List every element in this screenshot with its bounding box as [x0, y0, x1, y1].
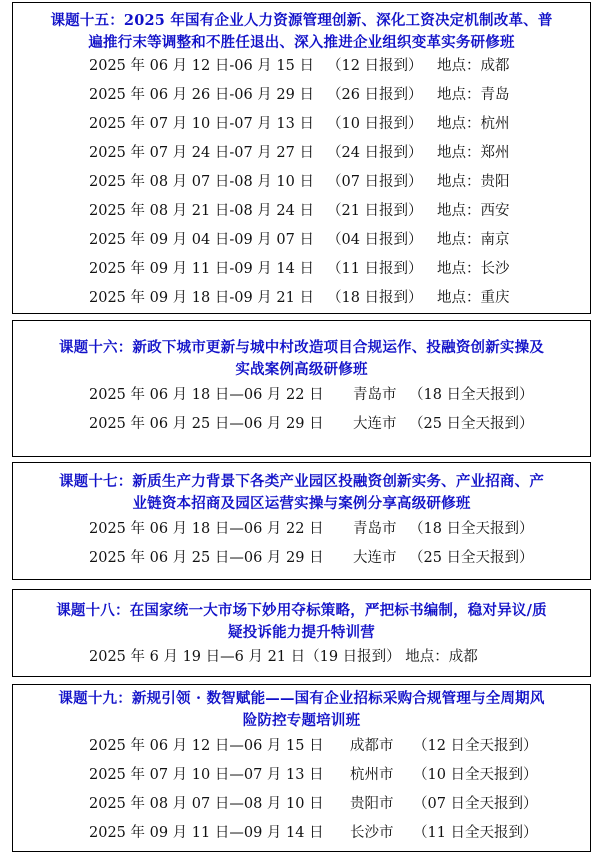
session-row [13, 52, 590, 81]
session-row [13, 381, 590, 410]
session-report: （18 日全天报到） [409, 387, 534, 403]
course-17-sessions [13, 515, 590, 573]
session-date: 2025 年 06 月 26 日-06 月 29 日 [89, 87, 314, 103]
session-city: 大连市 [353, 416, 397, 432]
session-report: （07 日报到） [327, 174, 423, 190]
session-date: 2025 年 06 月 18 日—06 月 22 日 [89, 387, 324, 403]
session-row [13, 226, 590, 255]
session-city: 长沙市 [350, 825, 394, 841]
session-date: 2025 年 07 月 24 日-07 月 27 日 [89, 145, 314, 161]
session-place: 地点：长沙 [437, 261, 510, 277]
session-report: （12 日报到） [327, 58, 423, 74]
session-city: 青岛市 [353, 387, 397, 403]
course-17-title [13, 463, 590, 515]
session-date: 2025 年 06 月 18 日—06 月 22 日 [89, 521, 324, 537]
session-place: 地点：重庆 [437, 290, 510, 306]
session-date: 2025 年 08 月 07 日-08 月 10 日 [89, 174, 314, 190]
course-18-title [13, 590, 590, 644]
session-report: （24 日报到） [327, 145, 423, 161]
course-16-title [13, 321, 590, 381]
session-report: （12 日全天报到） [413, 738, 538, 754]
session-text: 2025 年 6 月 19 日—6 月 21 日（19 日报到） 地点：成都 [89, 649, 478, 665]
course-16-title-line2: 实战案例高级研修班 [235, 361, 368, 378]
session-row [13, 790, 590, 819]
session-row [13, 732, 590, 761]
session-date: 2025 年 06 月 25 日—06 月 29 日 [89, 550, 324, 566]
session-row [13, 110, 590, 139]
session-row [13, 284, 590, 313]
course-17-title-line1: 课题十七：新质生产力背景下各类产业园区投融资创新实务、产业招商、产 [58, 473, 545, 490]
session-report: （25 日全天报到） [409, 550, 534, 566]
session-report: （21 日报到） [327, 203, 423, 219]
session-date: 2025 年 07 月 10 日—07 月 13 日 [89, 767, 324, 783]
session-place: 地点：贵阳 [437, 174, 510, 190]
session-city: 贵阳市 [350, 796, 394, 812]
course-17-title-line2: 业链资本招商及园区运营实操与案例分享高级研修班 [132, 495, 471, 512]
session-row [13, 761, 590, 790]
session-place: 地点：成都 [437, 58, 510, 74]
course-15-sessions [13, 52, 590, 313]
course-19-sessions [13, 732, 590, 848]
course-19-title-line2: 险防控专题培训班 [242, 712, 361, 729]
session-city: 杭州市 [350, 767, 394, 783]
session-row [13, 544, 590, 573]
session-row [13, 410, 590, 439]
session-city: 青岛市 [353, 521, 397, 537]
course-18-title-line2: 疑投诉能力提升特训营 [228, 624, 375, 641]
session-place: 地点：杭州 [437, 116, 510, 132]
session-report: （18 日报到） [327, 290, 423, 306]
session-report: （26 日报到） [327, 87, 423, 103]
session-report: （11 日报到） [327, 261, 423, 277]
course-19-block [12, 684, 591, 852]
course-15-title-line2: 遍推行末等调整和不胜任退出、深入推进企业组织变革实务研修班 [88, 34, 515, 51]
session-report: （18 日全天报到） [409, 521, 534, 537]
session-report: （10 日全天报到） [413, 767, 538, 783]
session-report: （25 日全天报到） [409, 416, 534, 432]
session-date: 2025 年 08 月 21 日-08 月 24 日 [89, 203, 314, 219]
session-city: 大连市 [353, 550, 397, 566]
session-report: （07 日全天报到） [413, 796, 538, 812]
session-row [13, 197, 590, 226]
session-date: 2025 年 06 月 25 日—06 月 29 日 [89, 416, 324, 432]
session-date: 2025 年 06 月 12 日-06 月 15 日 [89, 58, 314, 74]
course-17-block [12, 462, 591, 580]
course-16-sessions [13, 381, 590, 439]
session-row [13, 139, 590, 168]
session-date: 2025 年 09 月 18 日-09 月 21 日 [89, 290, 314, 306]
session-place: 地点：青岛 [437, 87, 510, 103]
course-18-sessions [13, 644, 590, 670]
session-city: 成都市 [350, 738, 394, 754]
session-report: （10 日报到） [327, 116, 423, 132]
session-date: 2025 年 09 月 04 日-09 月 07 日 [89, 232, 314, 248]
session-row [13, 644, 590, 670]
course-18-block [12, 589, 591, 677]
course-15-title [13, 3, 590, 54]
session-date: 2025 年 06 月 12 日—06 月 15 日 [89, 738, 324, 754]
course-16-title-line1: 课题十六：新政下城市更新与城中村改造项目合规运作、投融资创新实操及 [58, 339, 545, 356]
course-19-title-line1: 课题十九：新规引领 · 数智赋能——国有企业招标采购合规管理与全周期风 [58, 690, 545, 707]
session-row [13, 515, 590, 544]
course-15-block [12, 2, 591, 314]
session-date: 2025 年 09 月 11 日-09 月 14 日 [89, 261, 314, 277]
session-row [13, 255, 590, 284]
session-date: 2025 年 08 月 07 日—08 月 10 日 [89, 796, 324, 812]
course-15-title-line1: 课题十五：2025 年国有企业人力资源管理创新、深化工资决定机制改革、普 [50, 12, 553, 29]
course-16-block [12, 320, 591, 457]
session-place: 地点：西安 [437, 203, 510, 219]
session-place: 地点：南京 [437, 232, 510, 248]
session-row [13, 81, 590, 110]
session-report: （04 日报到） [327, 232, 423, 248]
session-date: 2025 年 07 月 10 日-07 月 13 日 [89, 116, 314, 132]
course-18-title-line1: 课题十八：在国家统一大市场下妙用夺标策略，严把标书编制，稳对异议/质 [56, 602, 547, 619]
session-row [13, 819, 590, 848]
session-report: （11 日全天报到） [413, 825, 538, 841]
course-19-title [13, 685, 590, 732]
session-date: 2025 年 09 月 11 日—09 月 14 日 [89, 825, 324, 841]
session-row [13, 168, 590, 197]
session-place: 地点：郑州 [437, 145, 510, 161]
